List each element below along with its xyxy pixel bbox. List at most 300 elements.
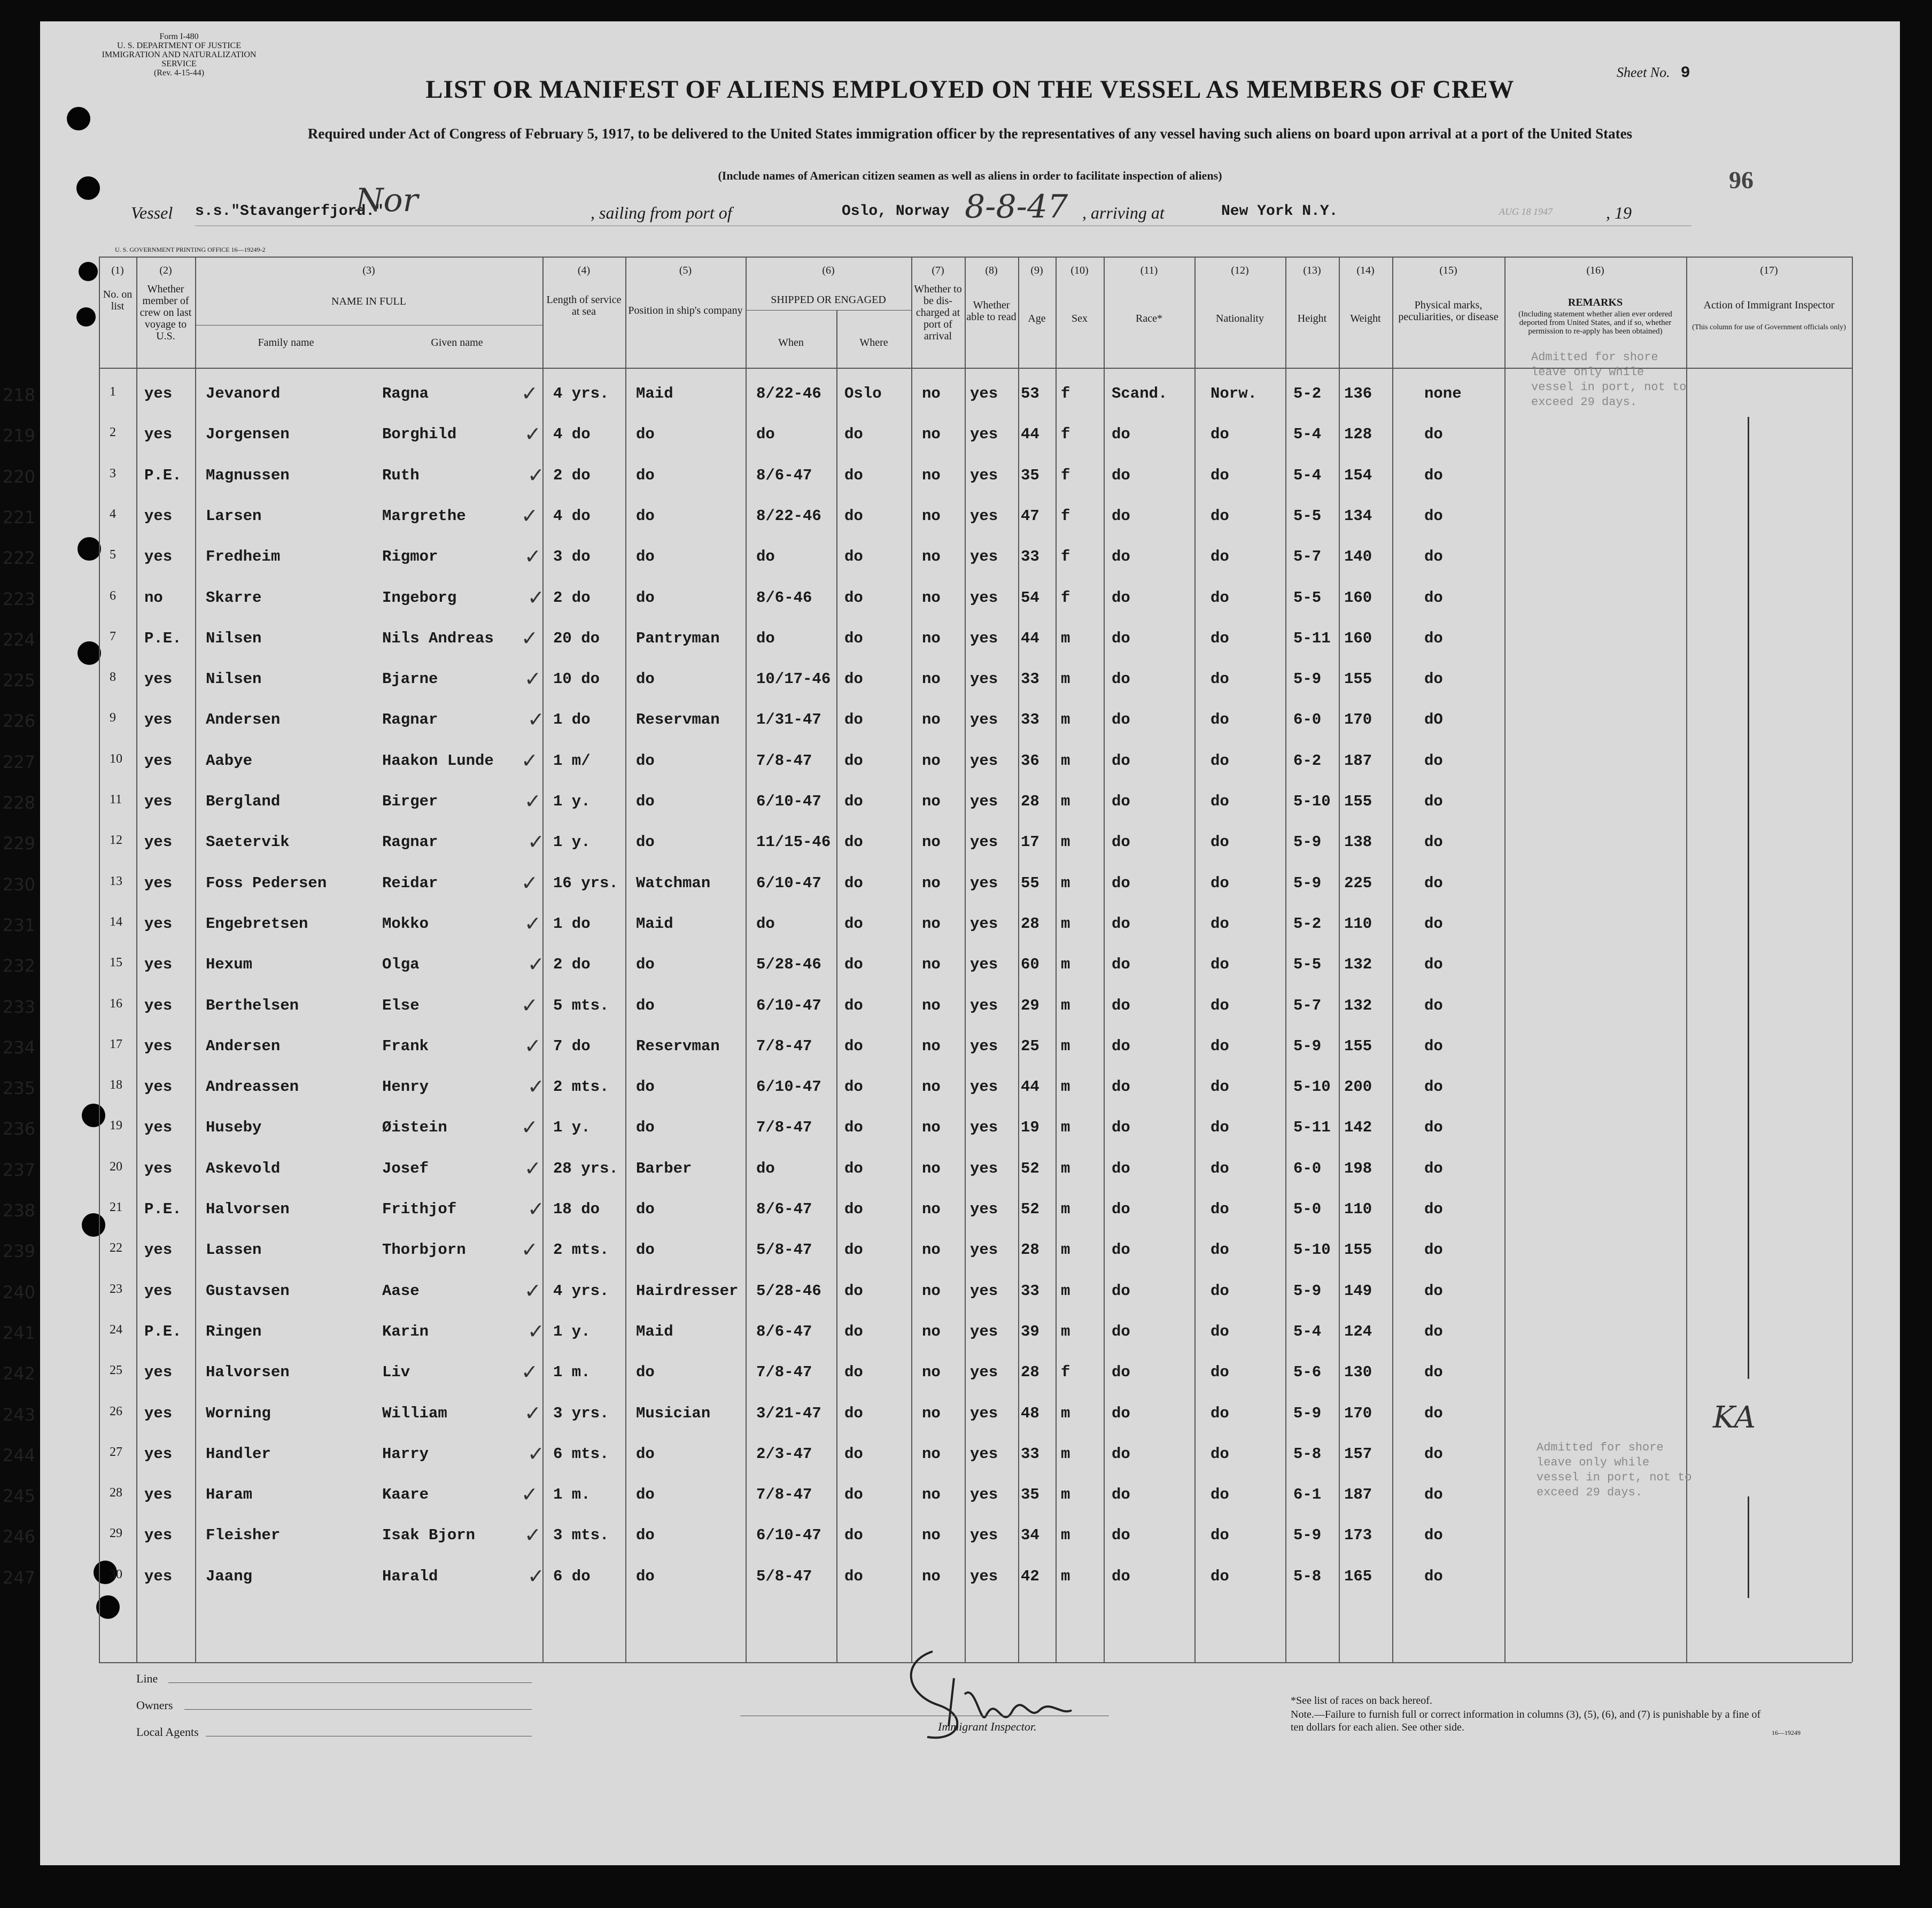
cell-discharged: no: [922, 751, 941, 770]
cell-nationality: do: [1211, 1567, 1229, 1585]
cell-family-name: Engebretsen: [206, 914, 308, 933]
cell-member-last-voyage: yes: [144, 914, 173, 933]
cell-able-to-read: yes: [970, 507, 998, 525]
cell-able-to-read: yes: [970, 629, 998, 647]
row-list-number: 9: [110, 711, 116, 725]
cell-race: do: [1112, 996, 1130, 1014]
row-sequence-number: 228: [3, 793, 36, 813]
cell-able-to-read: yes: [970, 1445, 998, 1463]
row-list-number: 20: [110, 1159, 122, 1174]
cell-weight: 130: [1344, 1363, 1372, 1382]
cell-shipped-where: do: [844, 1200, 863, 1218]
cell-position: Maid: [636, 1322, 673, 1340]
column-number: (16): [1586, 265, 1604, 276]
cell-sex: m: [1061, 874, 1070, 892]
cell-nationality: Norw.: [1211, 385, 1258, 402]
row-list-number: 12: [110, 833, 122, 848]
cell-family-name: Skarre: [206, 588, 262, 607]
cell-position: Reservman: [636, 711, 720, 729]
cell-length-of-service: 2 do: [553, 588, 591, 607]
cell-member-last-voyage: yes: [144, 1282, 173, 1300]
cell-able-to-read: yes: [970, 751, 998, 770]
cell-shipped-when: 5/28-46: [756, 1282, 821, 1300]
cell-race: do: [1112, 1363, 1130, 1382]
cell-race: do: [1112, 507, 1130, 525]
cell-sex: m: [1061, 1445, 1070, 1463]
cell-weight: 173: [1344, 1526, 1372, 1545]
cell-family-name: Aabye: [206, 751, 253, 770]
table-row: [3, 830, 1900, 871]
cell-length-of-service: 6 mts.: [553, 1445, 609, 1463]
footer-agents-label: Local Agents: [136, 1725, 199, 1739]
cell-sex: m: [1061, 833, 1070, 851]
row-list-number: 5: [110, 548, 116, 562]
cell-length-of-service: 28 yrs.: [553, 1159, 618, 1177]
cell-family-name: Jevanord: [206, 385, 281, 402]
table-row: [3, 585, 1900, 626]
cell-member-last-voyage: yes: [144, 670, 173, 688]
row-list-number: 4: [110, 507, 116, 521]
cell-physical-marks: do: [1424, 629, 1443, 647]
cell-race: do: [1112, 711, 1130, 729]
cell-weight: 128: [1344, 425, 1372, 444]
column-number: (15): [1439, 265, 1457, 276]
cell-length-of-service: 6 do: [553, 1567, 591, 1585]
cell-position: Reservman: [636, 1037, 720, 1055]
row-sequence-number: 225: [3, 670, 36, 691]
sailing-port: Oslo, Norway: [842, 203, 950, 220]
cell-weight: 132: [1344, 956, 1372, 974]
header-whether-member: Whether member of crew on last voyage to U.S.: [139, 283, 192, 342]
cell-age: 52: [1021, 1159, 1039, 1177]
table-row: [3, 748, 1900, 789]
cell-nationality: do: [1211, 793, 1229, 810]
cell-shipped-where: do: [844, 425, 863, 444]
cell-discharged: no: [922, 425, 941, 444]
column-number: (5): [679, 265, 692, 276]
cell-nationality: do: [1211, 588, 1229, 607]
check-mark-icon: ✓: [521, 993, 538, 1017]
cell-given-name: Henry: [382, 1078, 429, 1096]
vessel-label: Vessel: [131, 203, 173, 222]
column-number: (13): [1303, 265, 1321, 276]
cell-able-to-read: yes: [970, 1567, 998, 1585]
cell-shipped-when: 6/10-47: [756, 1078, 821, 1096]
cell-age: 39: [1021, 1322, 1039, 1340]
check-mark-icon: ✓: [521, 1238, 538, 1262]
cell-able-to-read: yes: [970, 1037, 998, 1055]
cell-physical-marks: do: [1424, 425, 1443, 444]
check-mark-icon: ✓: [524, 1156, 541, 1180]
check-mark-icon: ✓: [524, 422, 541, 446]
cell-member-last-voyage: yes: [144, 1159, 173, 1177]
cell-shipped-where: do: [844, 1078, 863, 1096]
cell-weight: 110: [1344, 914, 1372, 933]
cell-shipped-when: 5/28-46: [756, 956, 821, 974]
row-sequence-number: 234: [3, 1037, 36, 1058]
row-list-number: 18: [110, 1078, 122, 1092]
row-sequence-number: 247: [3, 1567, 36, 1588]
cell-position: Musician: [636, 1404, 711, 1422]
cell-physical-marks: do: [1424, 1526, 1443, 1545]
sheet-label: Sheet No.: [1617, 65, 1670, 80]
sailing-label: , sailing from port of: [591, 203, 732, 222]
cell-physical-marks: dO: [1424, 711, 1443, 729]
cell-nationality: do: [1211, 629, 1229, 647]
cell-shipped-where: do: [844, 1567, 863, 1585]
column-number: (7): [932, 265, 944, 276]
cell-shipped-when: 6/10-47: [756, 793, 821, 810]
cell-able-to-read: yes: [970, 1119, 998, 1137]
cell-position: do: [636, 833, 655, 851]
page-title: LIST OR MANIFEST OF ALIENS EMPLOYED ON THE VESSEL AS MEMBERS OF CREW: [425, 75, 1515, 104]
cell-sex: m: [1061, 629, 1070, 647]
cell-family-name: Berthelsen: [206, 996, 299, 1014]
table-row: [3, 1238, 1900, 1278]
cell-family-name: Askevold: [206, 1159, 281, 1177]
cell-length-of-service: 1 do: [553, 711, 591, 729]
cell-given-name: Karin: [382, 1322, 429, 1340]
cell-position: Maid: [636, 385, 673, 402]
cell-shipped-where: do: [844, 751, 863, 770]
cell-physical-marks: do: [1424, 1404, 1443, 1422]
form-id-line: IMMIGRATION AND NATURALIZATION SERVICE: [102, 50, 257, 68]
cell-age: 25: [1021, 1037, 1039, 1055]
header-action-inspector: Action of Immigrant Inspector: [1703, 299, 1835, 311]
cell-family-name: Andersen: [206, 711, 281, 729]
cell-discharged: no: [922, 1159, 941, 1177]
cell-discharged: no: [922, 1445, 941, 1463]
cell-weight: 170: [1344, 711, 1372, 729]
cell-member-last-voyage: yes: [144, 711, 173, 729]
cell-shipped-when: do: [756, 425, 775, 444]
cell-member-last-voyage: yes: [144, 1404, 173, 1422]
cell-nationality: do: [1211, 956, 1229, 974]
table-row: [3, 1115, 1900, 1156]
form-id-line: U. S. DEPARTMENT OF JUSTICE: [117, 41, 241, 50]
row-list-number: 7: [110, 629, 116, 643]
column-number: (17): [1760, 265, 1778, 276]
cell-length-of-service: 2 do: [553, 956, 591, 974]
cell-height: 5-4: [1293, 425, 1322, 444]
cell-discharged: no: [922, 1119, 941, 1137]
check-mark-icon: ✓: [524, 1523, 541, 1547]
row-list-number: 2: [110, 425, 116, 440]
cell-height: 5-9: [1293, 874, 1322, 892]
cell-age: 53: [1021, 385, 1039, 402]
cell-weight: 225: [1344, 874, 1372, 892]
cell-sex: f: [1061, 425, 1070, 444]
column-number: (3): [362, 265, 375, 276]
cell-height: 5-4: [1293, 466, 1322, 484]
cell-given-name: Olga: [382, 956, 420, 974]
row-sequence-number: 221: [3, 507, 36, 528]
cell-member-last-voyage: yes: [144, 996, 173, 1014]
header-family-name: Family name: [258, 337, 314, 348]
cell-member-last-voyage: yes: [144, 1241, 173, 1259]
row-list-number: 16: [110, 996, 122, 1011]
cell-member-last-voyage: P.E.: [144, 466, 182, 484]
cell-weight: 187: [1344, 751, 1372, 770]
header-able-to-read: Whether able to read: [966, 299, 1017, 323]
cell-able-to-read: yes: [970, 1526, 998, 1545]
cell-sex: m: [1061, 1037, 1070, 1055]
cell-length-of-service: 1 m/: [553, 751, 591, 770]
cell-able-to-read: yes: [970, 833, 998, 851]
cell-family-name: Gustavsen: [206, 1282, 290, 1300]
cell-shipped-where: do: [844, 1526, 863, 1545]
cell-given-name: Thorbjorn: [382, 1241, 466, 1259]
cell-length-of-service: 4 yrs.: [553, 1282, 609, 1300]
cell-discharged: no: [922, 874, 941, 892]
cell-race: do: [1112, 1322, 1130, 1340]
cell-shipped-where: do: [844, 1159, 863, 1177]
row-sequence-number: 218: [3, 385, 36, 405]
check-mark-icon: ✓: [521, 1115, 538, 1139]
cell-age: 19: [1021, 1119, 1039, 1137]
row-list-number: 15: [110, 956, 122, 970]
cell-position: do: [636, 588, 655, 607]
check-mark-icon: ✓: [524, 911, 541, 935]
header-remarks-note: (Including statement whether alien ever ordered deported from United States, and if so, whether permission to re-apply has been obtained): [1518, 310, 1672, 336]
cell-member-last-voyage: yes: [144, 874, 173, 892]
table-row: [3, 1034, 1900, 1075]
punch-hole: [76, 176, 100, 200]
check-mark-icon: ✓: [527, 1075, 545, 1099]
cell-shipped-where: do: [844, 588, 863, 607]
cell-shipped-when: 8/6-46: [756, 588, 812, 607]
cell-discharged: no: [922, 1486, 941, 1504]
row-list-number: 22: [110, 1241, 122, 1255]
table-row: [3, 422, 1900, 463]
form-id-line: Form I-480: [159, 32, 199, 41]
cell-age: 33: [1021, 711, 1039, 729]
cell-member-last-voyage: yes: [144, 548, 173, 566]
cell-nationality: do: [1211, 1078, 1229, 1096]
cell-position: do: [636, 1567, 655, 1585]
cell-sex: f: [1061, 1363, 1070, 1382]
cell-length-of-service: 1 y.: [553, 833, 591, 851]
cell-discharged: no: [922, 1526, 941, 1545]
cell-shipped-when: 8/6-47: [756, 466, 812, 484]
cell-weight: 124: [1344, 1322, 1372, 1340]
cell-family-name: Jorgensen: [206, 425, 290, 444]
row-sequence-number: 223: [3, 588, 36, 609]
check-mark-icon: ✓: [527, 585, 545, 609]
cell-given-name: Birger: [382, 793, 438, 810]
row-sequence-number: 245: [3, 1486, 36, 1507]
cell-given-name: Else: [382, 996, 420, 1014]
cell-discharged: no: [922, 548, 941, 566]
cell-nationality: do: [1211, 1445, 1229, 1463]
cell-physical-marks: do: [1424, 833, 1443, 851]
footer-owners-label: Owners: [136, 1698, 173, 1712]
cell-given-name: Isak Bjorn: [382, 1526, 476, 1545]
cell-given-name: Ragna: [382, 385, 429, 402]
header-nationality: Nationality: [1216, 313, 1264, 324]
cell-age: 28: [1021, 914, 1039, 933]
cell-discharged: no: [922, 1241, 941, 1259]
cell-length-of-service: 3 yrs.: [553, 1404, 609, 1422]
cell-weight: 155: [1344, 793, 1372, 810]
cell-shipped-where: do: [844, 1037, 863, 1055]
cell-position: Watchman: [636, 874, 711, 892]
cell-physical-marks: do: [1424, 1445, 1443, 1463]
check-mark-icon: ✓: [527, 1564, 545, 1588]
cell-length-of-service: 1 y.: [553, 1322, 591, 1340]
cell-physical-marks: do: [1424, 1486, 1443, 1504]
cell-race: do: [1112, 1241, 1130, 1259]
cell-able-to-read: yes: [970, 1159, 998, 1177]
cell-length-of-service: 4 do: [553, 425, 591, 444]
vessel-hand-note: Nor: [355, 182, 418, 219]
cell-shipped-when: 6/10-47: [756, 996, 821, 1014]
cell-shipped-where: do: [844, 996, 863, 1014]
cell-member-last-voyage: yes: [144, 1078, 173, 1096]
gpo-imprint: U. S. GOVERNMENT PRINTING OFFICE 16—19249-2: [115, 246, 266, 253]
cell-race: Scand.: [1112, 385, 1168, 402]
cell-position: do: [636, 1526, 655, 1545]
cell-position: do: [636, 1445, 655, 1463]
cell-weight: 157: [1344, 1445, 1372, 1463]
cell-length-of-service: 10 do: [553, 670, 600, 688]
cell-physical-marks: do: [1424, 1159, 1443, 1177]
cell-length-of-service: 4 do: [553, 507, 591, 525]
cell-shipped-where: do: [844, 548, 863, 566]
cell-height: 5-9: [1293, 1526, 1322, 1545]
cell-shipped-when: 7/8-47: [756, 751, 812, 770]
cell-height: 5-5: [1293, 588, 1322, 607]
check-mark-icon: ✓: [527, 1197, 545, 1221]
cell-family-name: Bergland: [206, 793, 281, 810]
cell-given-name: Mokko: [382, 914, 429, 933]
cell-race: do: [1112, 1404, 1130, 1422]
check-mark-icon: ✓: [527, 708, 545, 732]
cell-height: 5-2: [1293, 914, 1322, 933]
table-row: [3, 503, 1900, 545]
cell-race: do: [1112, 1445, 1130, 1463]
check-mark-icon: ✓: [527, 463, 545, 487]
cell-shipped-when: do: [756, 914, 775, 933]
table-row: [3, 1401, 1900, 1442]
cell-able-to-read: yes: [970, 466, 998, 484]
cell-age: 52: [1021, 1200, 1039, 1218]
cell-able-to-read: yes: [970, 670, 998, 688]
cell-sex: m: [1061, 751, 1070, 770]
column-number: (1): [111, 265, 124, 276]
table-row: [3, 1360, 1900, 1401]
cell-member-last-voyage: yes: [144, 1445, 173, 1463]
cell-race: do: [1112, 548, 1130, 566]
cell-height: 5-7: [1293, 996, 1322, 1014]
cell-member-last-voyage: yes: [144, 1037, 173, 1055]
cell-race: do: [1112, 629, 1130, 647]
cell-physical-marks: do: [1424, 874, 1443, 892]
cell-height: 5-11: [1293, 1119, 1331, 1137]
row-sequence-number: 230: [3, 874, 36, 895]
cell-weight: 165: [1344, 1567, 1372, 1585]
cell-length-of-service: 1 do: [553, 914, 591, 933]
cell-shipped-where: do: [844, 1486, 863, 1504]
cell-sex: m: [1061, 1159, 1070, 1177]
footer-line-label: Line: [136, 1672, 158, 1685]
check-mark-icon: ✓: [527, 1319, 545, 1343]
table-row: [3, 667, 1900, 708]
row-sequence-number: 242: [3, 1363, 36, 1384]
cell-age: 35: [1021, 466, 1039, 484]
header-race: Race*: [1136, 313, 1162, 324]
table-row: [3, 1075, 1900, 1115]
cell-family-name: Jaang: [206, 1567, 253, 1585]
row-sequence-number: 229: [3, 833, 36, 854]
cell-sex: f: [1061, 466, 1070, 484]
cell-age: 28: [1021, 793, 1039, 810]
cell-discharged: no: [922, 385, 941, 402]
cell-nationality: do: [1211, 751, 1229, 770]
cell-position: do: [636, 1078, 655, 1096]
row-list-number: 26: [110, 1404, 122, 1418]
row-list-number: 25: [110, 1363, 122, 1378]
cell-able-to-read: yes: [970, 1486, 998, 1504]
cell-physical-marks: do: [1424, 1363, 1443, 1382]
arrival-stamp: AUG 18 1947: [1499, 206, 1553, 217]
cell-family-name: Andreassen: [206, 1078, 299, 1096]
form-code: 16—19249: [1772, 1729, 1801, 1736]
row-list-number: 6: [110, 588, 116, 603]
cell-given-name: Haakon Lunde: [382, 751, 494, 770]
column-number: (11): [1140, 265, 1158, 276]
cell-shipped-when: 10/17-46: [756, 670, 831, 688]
cell-weight: 155: [1344, 670, 1372, 688]
check-mark-icon: ✓: [521, 1360, 538, 1384]
cell-height: 5-4: [1293, 1322, 1322, 1340]
cell-age: 44: [1021, 1078, 1039, 1096]
cell-height: 5-9: [1293, 670, 1322, 688]
row-sequence-number: 231: [3, 914, 36, 935]
cell-shipped-where: do: [844, 629, 863, 647]
cell-age: 48: [1021, 1404, 1039, 1422]
cell-given-name: Nils Andreas: [382, 629, 494, 647]
row-list-number: 13: [110, 874, 122, 888]
cell-able-to-read: yes: [970, 793, 998, 810]
row-sequence-number: 219: [3, 425, 36, 446]
cell-position: Barber: [636, 1159, 692, 1177]
cell-shipped-where: do: [844, 466, 863, 484]
cell-weight: 110: [1344, 1200, 1372, 1218]
cell-length-of-service: 2 do: [553, 466, 591, 484]
table-row: [3, 952, 1900, 993]
column-number: (9): [1030, 265, 1043, 276]
cell-shipped-when: 7/8-47: [756, 1363, 812, 1382]
cell-age: 17: [1021, 833, 1039, 851]
header-name-in-full: NAME IN FULL: [331, 296, 406, 307]
cell-family-name: Handler: [206, 1445, 271, 1463]
cell-race: do: [1112, 956, 1130, 974]
cell-shipped-when: do: [756, 548, 775, 566]
races-note: *See list of races on back hereof.: [1291, 1695, 1432, 1707]
cell-sex: m: [1061, 1322, 1070, 1340]
check-mark-icon: ✓: [521, 1483, 538, 1507]
cell-discharged: no: [922, 1363, 941, 1382]
cell-discharged: no: [922, 1282, 941, 1300]
cell-physical-marks: do: [1424, 1078, 1443, 1096]
cell-physical-marks: do: [1424, 670, 1443, 688]
cell-family-name: Halvorsen: [206, 1363, 290, 1382]
cell-member-last-voyage: yes: [144, 833, 173, 851]
cell-length-of-service: 1 y.: [553, 793, 591, 810]
table-row: [3, 1523, 1900, 1564]
cell-position: do: [636, 548, 655, 566]
